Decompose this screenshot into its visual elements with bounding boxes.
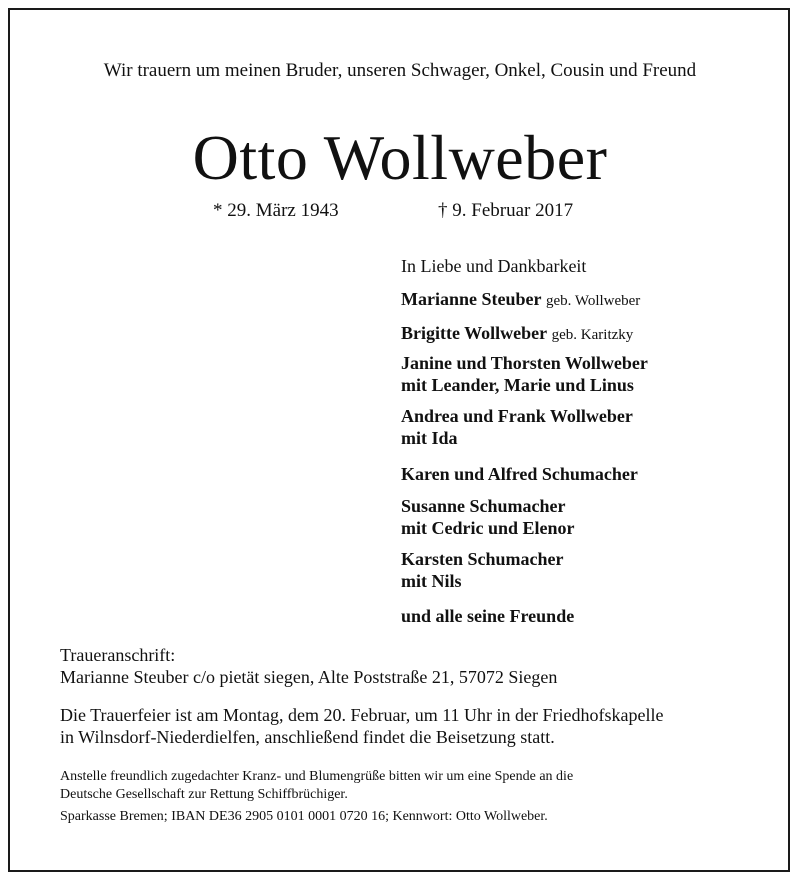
mourner-entry [401,548,563,592]
mourner-children: mit Nils [401,571,462,591]
ceremony-info [60,704,663,748]
bank-details: Sparkasse Bremen; IBAN DE36 2905 0101 0001 0720 16; Kennwort: Otto Wollweber. [60,809,548,824]
mourner-name: und alle seine Freunde [401,606,575,626]
mourner-entry [401,463,638,485]
mourning-address [60,644,557,688]
gratitude-line: In Liebe und Dankbarkeit [401,256,587,276]
death-date: † 9. Februar 2017 [438,200,574,221]
mourner-entry [401,495,575,539]
mourner-children: mit Ida [401,428,458,448]
mourner-name: Marianne Steuber [401,289,542,309]
mourner-entry [401,288,640,312]
mourner-name: Brigitte Wollweber [401,323,548,343]
donation-line: Deutsche Gesellschaft zur Rettung Schiffbrüchiger. [60,787,348,802]
mourner-name: Karsten Schumacher [401,549,564,569]
donation-line: Anstelle freundlich zugedachter Kranz- und Blumengrüße bitten wir um eine Spende an die [60,769,574,784]
birth-date: * 29. März 1943 [213,200,339,221]
mourner-entry [401,605,574,627]
mourner-suffix: geb. Wollweber [545,293,641,309]
mourner-name: Andrea und Frank Wollweber [401,406,633,426]
mourner-entry [401,322,633,346]
mourner-children: mit Cedric und Elenor [401,518,575,538]
address-label: Traueranschrift: [60,645,176,665]
address-text: Marianne Steuber c/o pietät siegen, Alte Poststraße 21, 57072 Siegen [60,667,558,687]
deceased-name: Otto Wollweber [192,122,608,193]
mourner-entry [401,405,633,449]
mourner-name: Susanne Schumacher [401,496,566,516]
mourner-children: mit Leander, Marie und Linus [401,375,634,395]
ceremony-line: in Wilnsdorf-Niederdielfen, anschließend findet die Beisetzung statt. [60,727,555,747]
mourner-name: Karen und Alfred Schumacher [401,464,638,484]
donation-note [60,768,573,826]
ceremony-line: Die Trauerfeier ist am Montag, dem 20. Februar, um 11 Uhr in der Friedhofskapelle [60,705,664,725]
mourner-name: Janine und Thorsten Wollweber [401,353,648,373]
intro-text: Wir trauern um meinen Bruder, unseren Schwager, Onkel, Cousin und Freund [103,60,697,81]
mourner-entry [401,352,648,396]
mourner-suffix: geb. Karitzky [551,327,634,343]
